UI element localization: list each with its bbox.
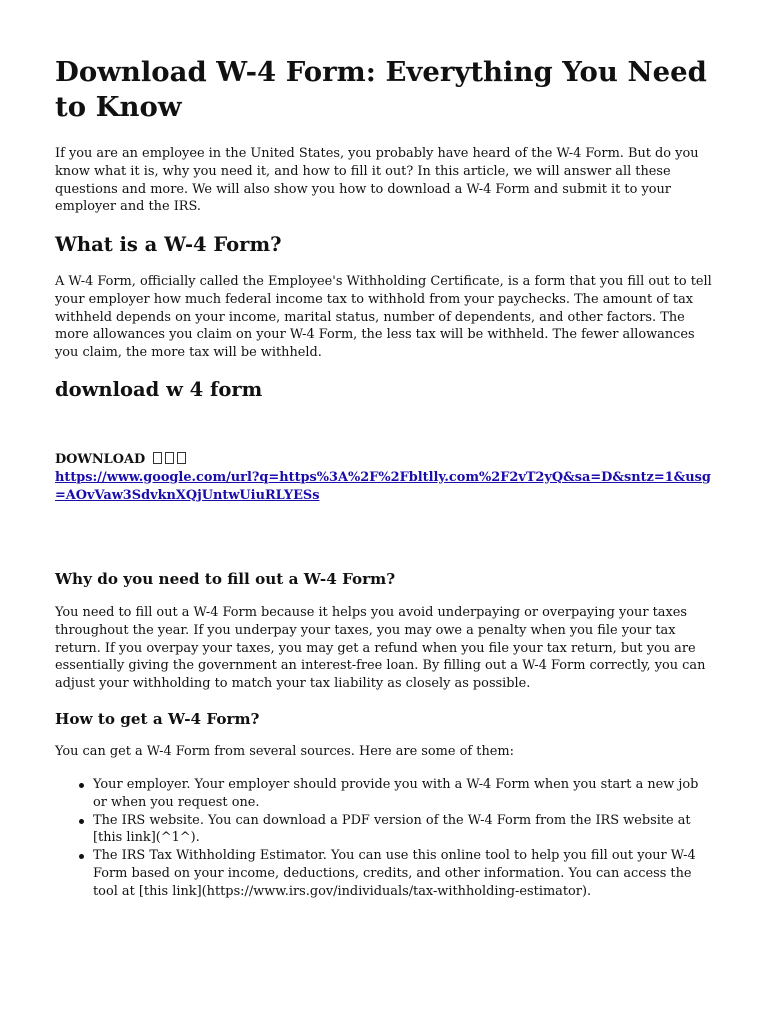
how-heading: How to get a W-4 Form? [55, 710, 260, 728]
download-block [55, 451, 720, 504]
download-label: DOWNLOAD [55, 452, 146, 467]
download-heading: download w 4 form [55, 378, 263, 401]
why-heading: Why do you need to fill out a W-4 Form? [55, 570, 396, 588]
intro-paragraph: If you are an employee in the United States, you probably have heard of the W-4 Form. But do you know what it is, why you need it, and how to fill it out? In this article, we will answer all these questions and more. We will also show you how to download a W-4 Form and submit it to your employer and the IRS. [55, 146, 699, 215]
sources-list [55, 776, 703, 901]
what-heading: What is a W-4 Form? [55, 233, 282, 256]
list-item: The IRS website. You can download a PDF version of the W-4 Form from the IRS website at [this link](^1^). [93, 812, 703, 848]
page-title: Download W-4 Form: Everything You Need to Know [55, 56, 707, 123]
download-link[interactable]: https://www.google.com/url?q=https%3A%2F%2Fbltlly.com%2F2vT2yQ&sa=D&sntz=1&usg=AOvVaw3SdvknXQjUntwUiuRLYESs [55, 469, 711, 503]
glyph-box-icon [153, 452, 162, 464]
glyph-box-icon [177, 452, 186, 464]
what-paragraph: A W-4 Form, officially called the Employee's Withholding Certificate, is a form that you fill out to tell your employer how much federal income tax to withhold from your paychecks. The amount of tax withheld depends on your income, marital status, number of dependents, and other factors. The more allowances you claim on your W-4 Form, the less tax will be withheld. The fewer allowances you claim, the more tax will be withheld. [55, 274, 712, 361]
list-item: The IRS Tax Withholding Estimator. You can use this online tool to help you fill out your W-4 Form based on your income, deductions, credits, and other information. You can access the tool at [this link](https://www.irs.gov/individuals/tax-withholding-estimator). [93, 847, 703, 900]
how-paragraph: You can get a W-4 Form from several sources. Here are some of them: [55, 744, 514, 759]
glyph-box-icon [165, 452, 174, 464]
why-paragraph: You need to fill out a W-4 Form because it helps you avoid underpaying or overpaying your taxes throughout the year. If you underpay your taxes, you may owe a penalty when you file your tax return. If you overpay your taxes, you may get a refund when you file your tax return, but you are essentially giving the government an interest-free loan. By filling out a W-4 Form correctly, you can adjust your withholding to match your tax liability as closely as possible. [55, 605, 706, 692]
list-item: Your employer. Your employer should provide you with a W-4 Form when you start a new job or when you request one. [93, 776, 703, 812]
